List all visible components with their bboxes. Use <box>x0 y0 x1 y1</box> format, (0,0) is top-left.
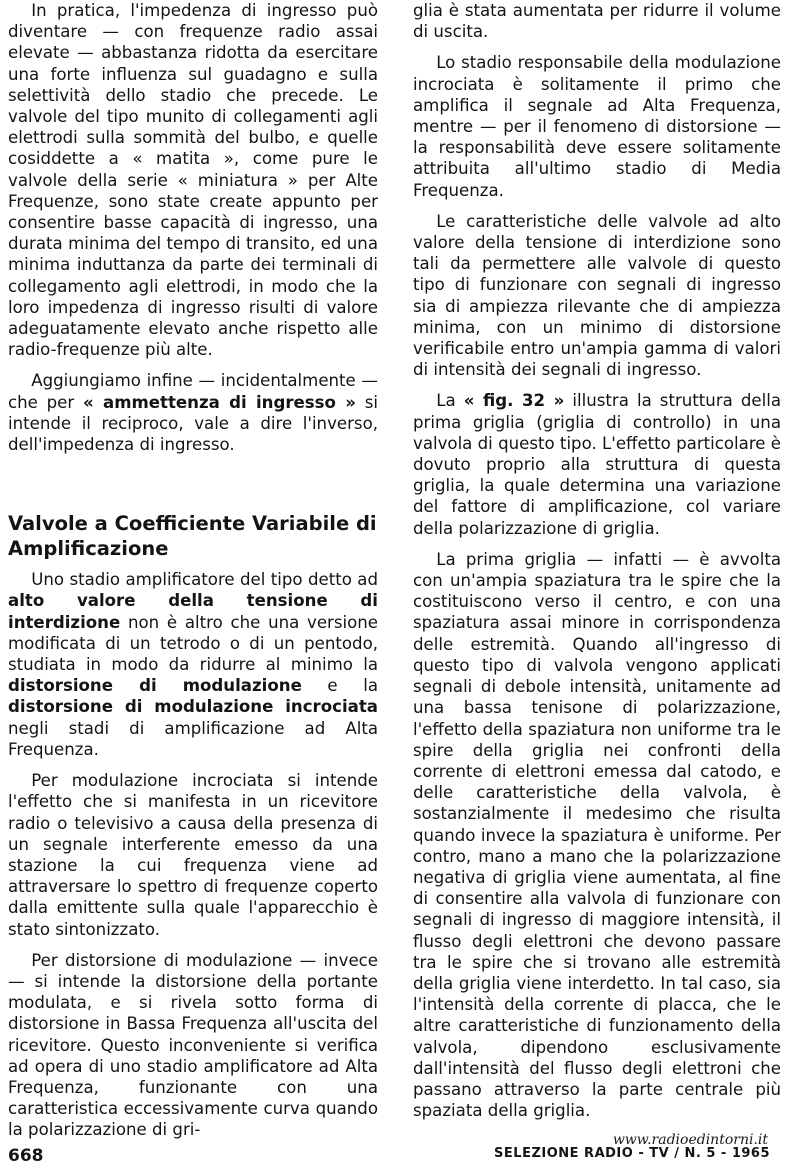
bold-term-modulazione-incrociata: distorsione di modulazione incrociata <box>8 697 378 717</box>
paragraph-impedenza-pratica: In pratica, l'impedenza di ingresso può diventare — con frequenze radio assai elevate — abbastanza ridotta da esercitare una forte influenza sul guadagno e sulla selettività dello stadio che precede. Le valvole del tipo munito di collegamenti agli elettrodi sulla sommità del bulbo, e quelle cosiddette a « matita », come pure le valvole della serie « miniatura » per Alte Frequenze, sono state create appunto per consentire basse capacità di ingresso, una durata minima del tempo di transito, ed una minima induttanza da parte dei terminali di collegamento agli elettrodi, in modo che la loro impedenza di ingresso risulti di valore adeguatamente elevato anche rispetto alle radio-frequenze più alte. <box>8 1 378 360</box>
paragraph-ammettenza <box>8 370 378 455</box>
paragraph-stadio-amplificatore <box>8 569 378 760</box>
bold-term-distorsione-modulazione: distorsione di modulazione <box>8 676 302 696</box>
paragraph-prima-griglia: La prima griglia — infatti — è avvolta con un'ampia spaziatura tra le spire che la costituiscono verso il centro, e con una spaziatura assai minore in corrispondenza delle estremità. Quando all'ingresso di questo tipo di valvola vengono applicati segnali di debole intensità, unitamente ad una bassa tenisone di polarizzazione, l'effetto della spaziatura non uniforme tra le spire della griglia nei confronti della corrente di elettroni emessa dal catodo, e delle caratteristiche della valvola, è sostanzialmente il medesimo che risulta quando invece la spaziatura è uniforme. Per contro, mano a mano che la polarizzazione negativa di griglia viene aumentata, al fine di consentire alla valvola di funzionare con segnali di ingresso di maggiore intensità, il flusso degli elettroni che devono passare tra le spire che si trovano alle estremità della griglia viene interdetto. In tal caso, sia l'intensità della corrente di placca, che le altre caratteristiche di funzionamento della valvola, dipendono esclusivamente dall'intensità del flusso degli elettroni che passano attraverso la parte centrale più spaziata della griglia. <box>413 549 781 1121</box>
section-heading: Valvole a Coefficiente Variabile di Amplificazione <box>8 512 377 561</box>
paragraph-text: e la <box>301 676 378 696</box>
paragraph-text: si intende il reciproco, vale a dire l'inverso, dell'impedenza di ingresso. <box>8 392 379 455</box>
magazine-footer: SELEZIONE RADIO - TV / N. 5 - 1965 <box>494 1146 770 1161</box>
paragraph-fig-32 <box>413 390 781 538</box>
paragraph-text: non è altro che una versione modificata di un tetrodo o di un pentodo, studiata in modo da ridurre al minimo la <box>8 612 378 675</box>
paragraph-caratteristiche: Le caratteristiche delle valvole ad alto valore della tensione di interdizione sono tali da permettere alle valvole di questo tipo di funzionare con segnali di ingresso sia di ampiezza rilevante che di ampiezza minima, con un minimo di distorsione verificabile entro un'ampia gamma di valori di intensità dei segnali di ingresso. <box>413 211 781 380</box>
paragraph-modulazione-incrociata: Per modulazione incrociata si intende l'effetto che si manifesta in un ricevitore radio o televisivo a causa della presenza di un segnale interferente emesso da una stazione la cui frequenza viene ad attraversare lo spettro di frequenze coperto dalla emittente sulla quale l'apparecchio è stato sintonizzato. <box>8 771 378 939</box>
paragraph-continuation: glia è stata aumentata per ridurre il volume di uscita. <box>413 1 781 42</box>
right-column <box>413 0 781 1121</box>
figure-reference: « fig. 32 » <box>463 391 565 411</box>
paragraph-distorsione-modulazione: Per distorsione di modulazione — invece — si intende la distorsione della portante modulata, e si rivela sotto forma di distorsione in Bassa Frequenza all'uscita del ricevitore. Questo inconveniente si verifica ad opera di uno stadio amplificatore ad Alta Frequenza, funzionante con una caratteristica eccessivamente curva quando la polarizzazione di gri- <box>8 950 378 1140</box>
paragraph-text: Uno stadio amplificatore del tipo detto ad <box>31 570 378 590</box>
paragraph-text: La <box>436 391 464 411</box>
paragraph-text: negli stadi di amplificazione ad Alta Frequenza. <box>8 718 378 759</box>
bold-term-ammettenza: « ammettenza di ingresso » <box>83 392 356 412</box>
paragraph-stadio-responsabile: Lo stadio responsabile della modulazione incrociata è solitamente il primo che amplifica il segnale ad Alta Frequenza, mentre — per il fenomeno di distorsione — la responsabilità deve essere solitamente attribuita all'ultimo stadio di Media Frequenza. <box>413 53 781 200</box>
paragraph-text: Aggiungiamo infine — incidentalmente — che per <box>8 371 378 412</box>
page-number: 668 <box>8 1146 44 1166</box>
paragraph-text: illustra la struttura della prima griglia (griglia di controllo) in una valvola di questo tipo. L'effetto particolare è dovuto proprio alla struttura di questa griglia, la quale determina una variazione del fattore di amplificazione, col variare della polarizzazione di griglia. <box>413 391 781 538</box>
watermark: www.radioedintorni.it <box>612 1132 768 1148</box>
bold-term-tensione-interdizione: alto valore della tensione di interdizione <box>8 591 378 632</box>
left-column <box>8 0 378 1141</box>
